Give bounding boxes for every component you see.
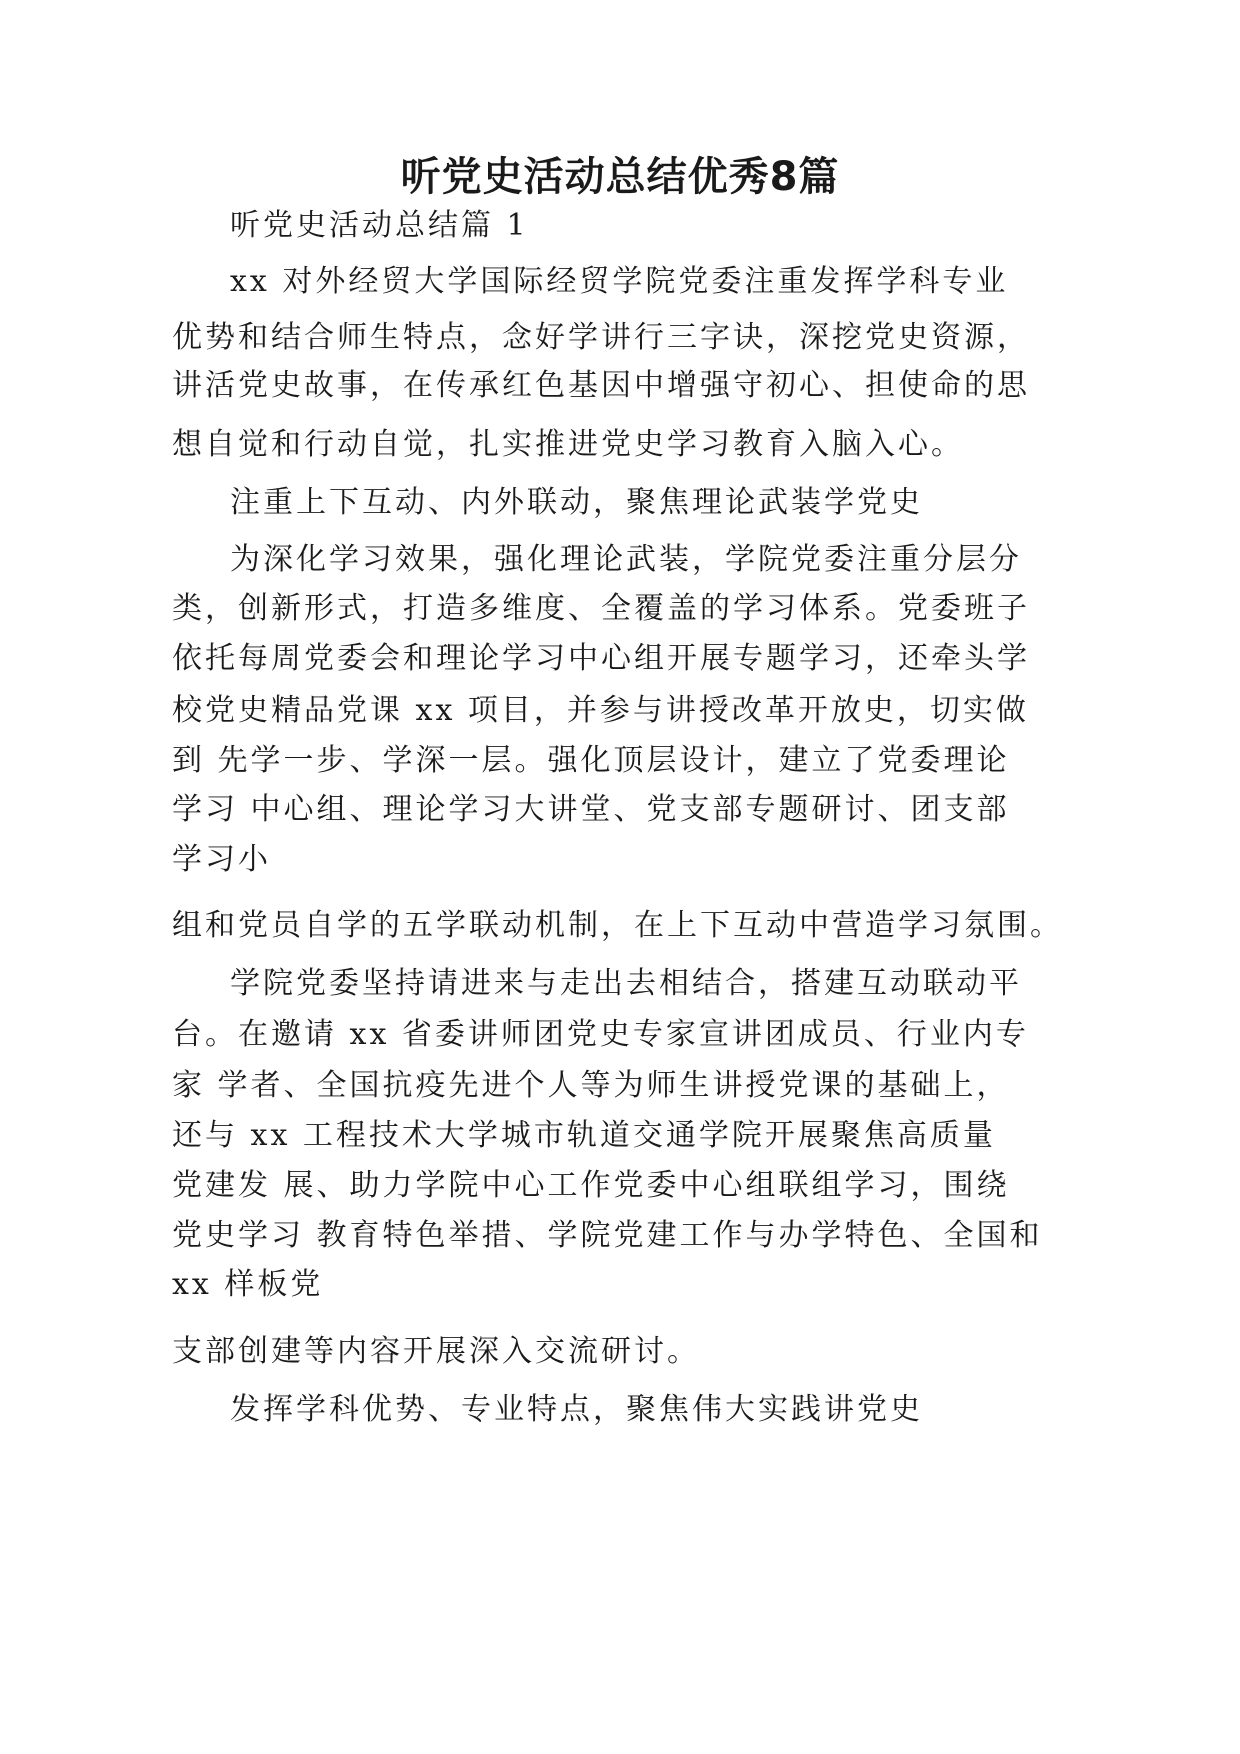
paragraph-line: 为深化学习效果，强化理论武装，学院党委注重分层分 xyxy=(230,542,1022,577)
paragraph-line: 讲活党史故事，在传承红色基因中增强守初心、担使命的思 xyxy=(172,368,1030,403)
section-heading: 发挥学科优势、专业特点，聚焦伟大实践讲党史 xyxy=(230,1392,923,1427)
paragraph-line: 依托每周党委会和理论学习中心组开展专题学习，还牵头学 xyxy=(172,641,1030,676)
paragraph-line: xx 样板党 xyxy=(172,1267,324,1302)
paragraph-line: 类，创新形式，打造多维度、全覆盖的学习体系。党委班子 xyxy=(172,591,1030,626)
paragraph-line: 支部创建等内容开展深入交流研讨。 xyxy=(172,1334,700,1369)
paragraph-line: 台。在邀请 xx 省委讲师团党史专家宣讲团成员、行业内专 xyxy=(172,1017,1029,1052)
paragraph-line: 家 学者、全国抗疫先进个人等为师生讲授党课的基础上， xyxy=(172,1068,1010,1103)
section-heading: 注重上下互动、内外联动，聚焦理论武装学党史 xyxy=(230,485,923,520)
paragraph-line: xx 对外经贸大学国际经贸学院党委注重发挥学科专业 xyxy=(230,264,1009,299)
document-title: 听党史活动总结优秀8篇 xyxy=(400,154,840,200)
paragraph-line: 想自觉和行动自觉，扎实推进党史学习教育入脑入心。 xyxy=(172,427,964,462)
paragraph-line: 学习 中心组、理论学习大讲堂、党支部专题研讨、团支部 xyxy=(172,792,1010,827)
paragraph-line: 校党史精品党课 xx 项目，并参与讲授改革开放史，切实做 xyxy=(172,693,1029,728)
paragraph-line: 到 先学一步、学深一层。强化顶层设计，建立了党委理论 xyxy=(172,743,1010,778)
paragraph-line: 优势和结合师生特点，念好学讲行三字诀，深挖党史资源， xyxy=(172,320,1030,355)
paragraph-line: 组和党员自学的五学联动机制，在上下互动中营造学习氛围。 xyxy=(172,908,1063,943)
paragraph-line: 学院党委坚持请进来与走出去相结合，搭建互动联动平 xyxy=(230,966,1022,1001)
paragraph-line: 党史学习 教育特色举措、学院党建工作与办学特色、全国和 xyxy=(172,1218,1043,1253)
section-heading: 听党史活动总结篇 1 xyxy=(230,208,529,243)
paragraph-line: 党建发 展、助力学院中心工作党委中心组联组学习，围绕 xyxy=(172,1168,1010,1203)
paragraph-line: 还与 xx 工程技术大学城市轨道交通学院开展聚焦高质量 xyxy=(172,1118,996,1153)
paragraph-line: 学习小 xyxy=(172,842,271,877)
